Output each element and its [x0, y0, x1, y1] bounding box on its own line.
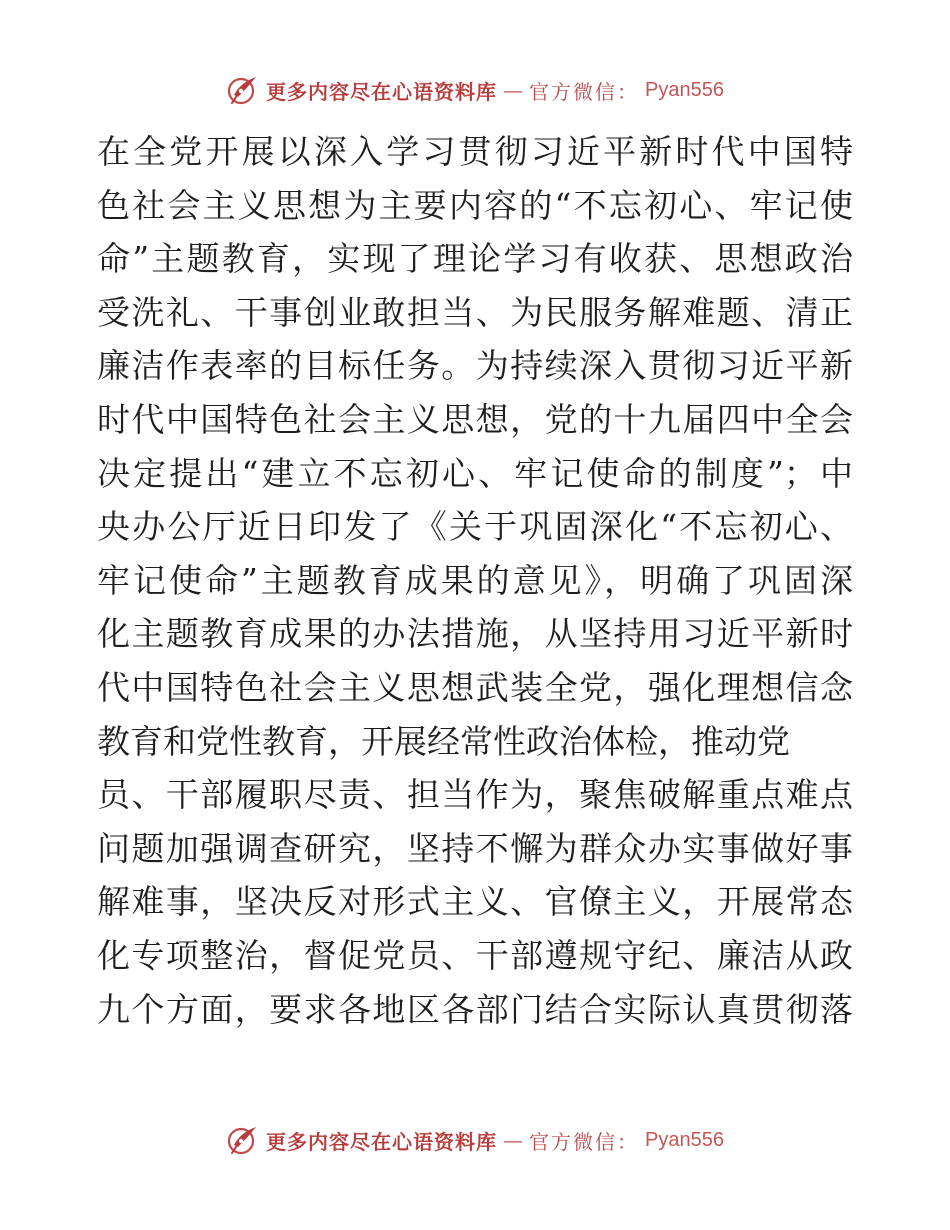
body-line: 色社会主义思想为主要内容的“不忘初心、牢记使	[97, 185, 853, 225]
body-line: 代中国特色社会主义思想武装全党，强化理想信念	[97, 667, 853, 707]
body-line: 受洗礼、干事创业敢担当、为民服务解难题、清正	[97, 292, 853, 332]
body-line: 廉洁作表率的目标任务。为持续深入贯彻习近平新	[97, 346, 853, 386]
quill-logo-icon	[226, 1123, 260, 1157]
body-line: 命”主题教育，实现了理论学习有收获、思想政治	[97, 239, 853, 279]
body-line: 时代中国特色社会主义思想，党的十九届四中全会	[97, 399, 853, 439]
wechat-id: Pyan556	[645, 1128, 724, 1151]
body-line: 问题加强调查研究，坚持不懈为群众办实事做好事	[97, 828, 853, 868]
body-line: 教育和党性教育，开展经常性政治体检，推动党	[97, 721, 790, 761]
wechat-label: 官方微信：	[529, 79, 640, 104]
body-line: 决定提出“建立不忘初心、牢记使命的制度”；中	[97, 453, 853, 493]
body-line: 解难事，坚决反对形式主义、官僚主义，开展常态	[97, 882, 853, 922]
body-line: 九个方面，要求各地区各部门结合实际认真贯彻落	[97, 989, 853, 1029]
body-line: 在全党开展以深入学习贯彻习近平新时代中国特	[97, 132, 853, 171]
quill-logo-icon	[226, 73, 260, 107]
body-line: 牢记使命”主题教育成果的意见》，明确了巩固深	[97, 560, 853, 600]
site-name: 更多内容尽在心语资料库	[266, 79, 498, 104]
document-body	[97, 125, 853, 1036]
body-line: 化专项整治，督促党员、干部遵规守纪、廉洁从政	[97, 935, 853, 975]
body-line: 化主题教育成果的办法措施，从坚持用习近平新时	[97, 614, 853, 654]
body-line: 央办公厅近日印发了《关于巩固深化“不忘初心、	[97, 507, 853, 547]
wechat-id: Pyan556	[645, 78, 724, 101]
header-banner	[0, 70, 950, 110]
site-name: 更多内容尽在心语资料库	[266, 1129, 498, 1154]
banner-separator: —	[503, 78, 524, 102]
footer-banner	[0, 1120, 950, 1160]
wechat-label: 官方微信：	[529, 1129, 640, 1154]
banner-separator: —	[503, 1128, 524, 1152]
body-line: 员、干部履职尽责、担当作为，聚焦破解重点难点	[97, 775, 853, 815]
